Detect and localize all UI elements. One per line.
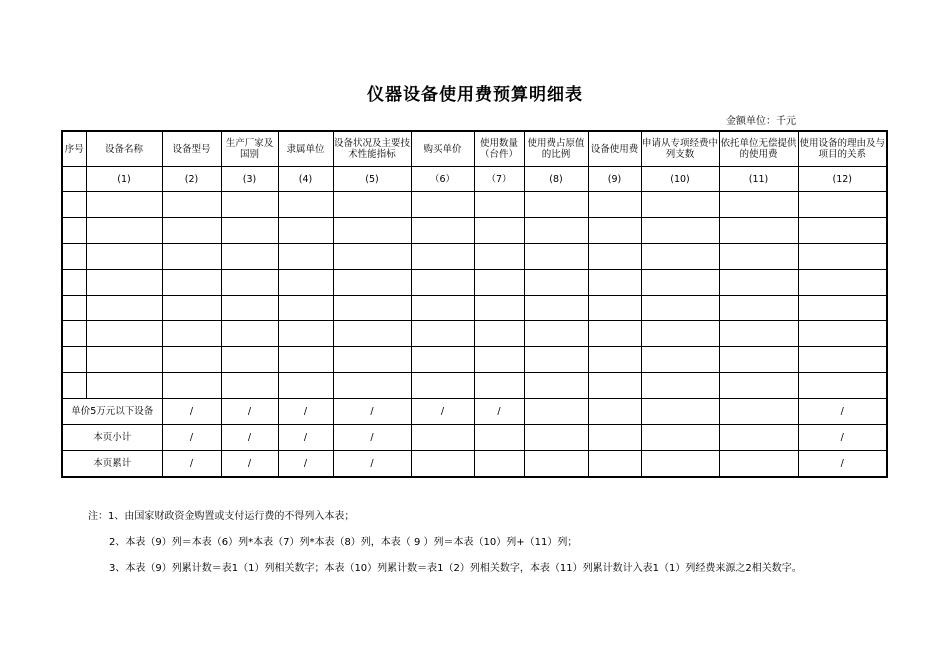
table-cell: [798, 347, 887, 373]
summary-cell: [524, 450, 588, 476]
table-cell: [524, 243, 588, 269]
summary-row-label: 单价5万元以下设备: [62, 399, 162, 425]
table-cell: [86, 321, 162, 347]
table-cell: [719, 269, 798, 295]
summary-cell: [588, 450, 641, 476]
column-header: 购买单价: [411, 131, 474, 167]
summary-cell: [719, 425, 798, 451]
table-cell: [411, 321, 474, 347]
column-number: （7）: [474, 167, 524, 192]
table-cell: [524, 295, 588, 321]
table-cell: [62, 217, 86, 243]
column-header: 申请从专项经费中列支数: [641, 131, 719, 167]
table-cell: [162, 243, 221, 269]
table-cell: [411, 243, 474, 269]
column-number: (1): [86, 167, 162, 192]
table-cell: [86, 217, 162, 243]
table-cell: [719, 347, 798, 373]
table-cell: [474, 192, 524, 218]
table-cell: [719, 243, 798, 269]
table-cell: [221, 321, 278, 347]
table-cell: [588, 269, 641, 295]
table-cell: [221, 243, 278, 269]
column-header: 设备名称: [86, 131, 162, 167]
summary-cell: /: [333, 450, 411, 476]
table-cell: [798, 243, 887, 269]
table-cell: [221, 295, 278, 321]
summary-row: [62, 425, 887, 451]
column-number: (11): [719, 167, 798, 192]
summary-cell: [719, 399, 798, 425]
table-cell: [641, 243, 719, 269]
table-cell: [641, 347, 719, 373]
table-cell: [798, 295, 887, 321]
table-cell: [86, 295, 162, 321]
table-cell: [588, 192, 641, 218]
table-cell: [588, 373, 641, 399]
column-number-row: [62, 167, 887, 192]
column-header: 设备使用费: [588, 131, 641, 167]
summary-cell: [474, 450, 524, 476]
note-line: 注：1、由国家财政资金购置或支付运行费的不得列入本表；: [88, 511, 355, 522]
table-cell: [221, 217, 278, 243]
summary-cell: /: [798, 450, 887, 476]
table-cell: [524, 373, 588, 399]
column-header: 设备型号: [162, 131, 221, 167]
table-cell: [798, 269, 887, 295]
table-row: [62, 295, 887, 321]
table-cell: [62, 295, 86, 321]
table-header-row: [62, 131, 887, 167]
table-cell: [411, 295, 474, 321]
table-cell: [62, 347, 86, 373]
table-cell: [474, 217, 524, 243]
table-cell: [221, 373, 278, 399]
column-header: 序号: [62, 131, 86, 167]
table-cell: [62, 269, 86, 295]
table-cell: [162, 217, 221, 243]
table-cell: [333, 295, 411, 321]
summary-cell: [641, 450, 719, 476]
table-cell: [474, 243, 524, 269]
column-header: 设备状况及主要技术性能指标: [333, 131, 411, 167]
table-cell: [162, 295, 221, 321]
column-header: 依托单位无偿提供的使用费: [719, 131, 798, 167]
table-cell: [641, 217, 719, 243]
table-cell: [62, 373, 86, 399]
column-number: (2): [162, 167, 221, 192]
table-cell: [798, 217, 887, 243]
summary-cell: /: [333, 425, 411, 451]
table-cell: [719, 295, 798, 321]
summary-cell: /: [278, 425, 333, 451]
table-row: [62, 269, 887, 295]
table-cell: [86, 373, 162, 399]
table-cell: [221, 347, 278, 373]
summary-cell: [641, 399, 719, 425]
table-cell: [62, 243, 86, 269]
table-cell: [474, 347, 524, 373]
column-header: 使用费占原值的比例: [524, 131, 588, 167]
table-cell: [333, 269, 411, 295]
summary-row: [62, 399, 887, 425]
table-cell: [86, 192, 162, 218]
table-cell: [474, 321, 524, 347]
table-cell: [333, 192, 411, 218]
table-cell: [333, 321, 411, 347]
table-cell: [798, 192, 887, 218]
table-cell: [278, 347, 333, 373]
column-header: 生产厂家及国别: [221, 131, 278, 167]
summary-cell: [719, 450, 798, 476]
summary-row-label: 本页小计: [62, 425, 162, 451]
summary-cell: /: [474, 399, 524, 425]
table-cell: [524, 269, 588, 295]
column-number: (12): [798, 167, 887, 192]
table-cell: [162, 321, 221, 347]
table-cell: [162, 192, 221, 218]
table-cell: [474, 269, 524, 295]
table-cell: [411, 192, 474, 218]
summary-cell: [641, 425, 719, 451]
table-cell: [333, 217, 411, 243]
table-cell: [278, 243, 333, 269]
table-cell: [221, 269, 278, 295]
table-cell: [588, 321, 641, 347]
table-row: [62, 192, 887, 218]
column-header: 使用设备的理由及与项目的关系: [798, 131, 887, 167]
table-cell: [524, 217, 588, 243]
table-cell: [333, 373, 411, 399]
table-cell: [62, 192, 86, 218]
table-cell: [641, 192, 719, 218]
summary-cell: [588, 399, 641, 425]
summary-cell: /: [162, 425, 221, 451]
column-header: 使用数量（台件）: [474, 131, 524, 167]
summary-cell: [474, 425, 524, 451]
table-row: [62, 243, 887, 269]
table-cell: [86, 269, 162, 295]
summary-cell: [524, 425, 588, 451]
table-cell: [798, 373, 887, 399]
table-cell: [278, 269, 333, 295]
table-row: [62, 321, 887, 347]
column-header: 隶属单位: [278, 131, 333, 167]
equipment-fee-table: [61, 130, 888, 478]
table-cell: [411, 347, 474, 373]
table-cell: [162, 269, 221, 295]
page-title: 仪器设备使用费预算明细表: [367, 85, 583, 105]
table-cell: [278, 373, 333, 399]
summary-cell: /: [278, 450, 333, 476]
table-cell: [719, 373, 798, 399]
column-number: (8): [524, 167, 588, 192]
table-cell: [333, 243, 411, 269]
summary-cell: /: [278, 399, 333, 425]
table-cell: [524, 347, 588, 373]
table-cell: [474, 373, 524, 399]
summary-cell: /: [221, 399, 278, 425]
summary-cell: /: [798, 399, 887, 425]
summary-cell: /: [333, 399, 411, 425]
table-cell: [278, 321, 333, 347]
column-number: (3): [221, 167, 278, 192]
note-line: 3、本表（9）列累计数＝表1（1）列相关数字；本表（10）列累计数＝表1（2）列相关数字，本表（11）列累计数计入表1（1）列经费来源之2相关数字。: [109, 563, 802, 574]
summary-cell: /: [221, 425, 278, 451]
table-cell: [641, 321, 719, 347]
table-cell: [278, 217, 333, 243]
summary-cell: /: [798, 425, 887, 451]
table-cell: [719, 321, 798, 347]
summary-cell: [411, 450, 474, 476]
summary-cell: [411, 425, 474, 451]
table-cell: [524, 321, 588, 347]
table-cell: [798, 321, 887, 347]
column-number: [62, 167, 86, 192]
summary-row: [62, 450, 887, 476]
table-cell: [162, 373, 221, 399]
summary-cell: [588, 425, 641, 451]
note-line: 2、本表（9）列＝本表（6）列*本表（7）列*本表（8）列，本表（ 9 ）列＝本表（10）列+（11）列；: [109, 537, 578, 548]
table-cell: [641, 373, 719, 399]
table-cell: [588, 243, 641, 269]
table-cell: [641, 295, 719, 321]
table-cell: [333, 347, 411, 373]
table-cell: [524, 192, 588, 218]
column-number: (10): [641, 167, 719, 192]
summary-cell: /: [411, 399, 474, 425]
table-cell: [86, 347, 162, 373]
summary-cell: [524, 399, 588, 425]
summary-cell: /: [162, 450, 221, 476]
table-cell: [86, 243, 162, 269]
table-cell: [641, 269, 719, 295]
summary-row-label: 本页累计: [62, 450, 162, 476]
table-cell: [719, 192, 798, 218]
table-cell: [719, 217, 798, 243]
table-row: [62, 347, 887, 373]
summary-cell: /: [162, 399, 221, 425]
table-row: [62, 217, 887, 243]
amount-unit-label: 金额单位：千元: [726, 116, 796, 127]
table-cell: [278, 192, 333, 218]
table-cell: [588, 347, 641, 373]
table-cell: [474, 295, 524, 321]
table-cell: [588, 217, 641, 243]
table-cell: [411, 217, 474, 243]
table-cell: [588, 295, 641, 321]
column-number: （6）: [411, 167, 474, 192]
table-cell: [62, 321, 86, 347]
column-number: (5): [333, 167, 411, 192]
column-number: (9): [588, 167, 641, 192]
column-number: (4): [278, 167, 333, 192]
table-cell: [278, 295, 333, 321]
table-cell: [162, 347, 221, 373]
summary-cell: /: [221, 450, 278, 476]
table-row: [62, 373, 887, 399]
table-cell: [411, 373, 474, 399]
table-cell: [411, 269, 474, 295]
table-cell: [221, 192, 278, 218]
